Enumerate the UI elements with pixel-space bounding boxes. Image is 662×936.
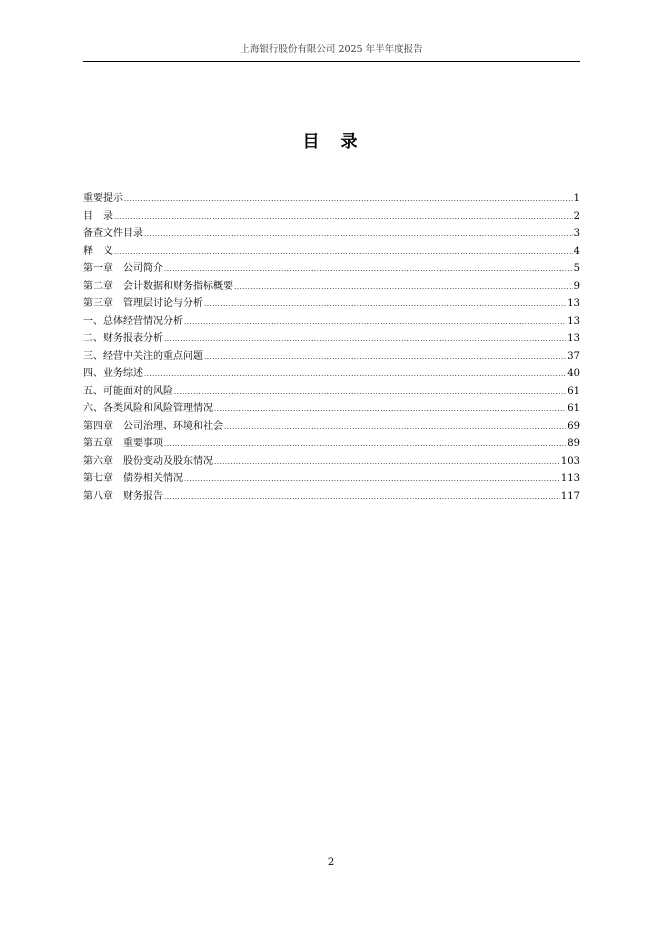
- toc-dot-leader: [164, 489, 560, 507]
- toc-entry-label: 五、可能面对的风险: [83, 385, 173, 397]
- toc-dot-leader: [164, 331, 566, 349]
- toc-entry[interactable]: [83, 365, 580, 383]
- toc-entry-label: 第一章 公司简介: [83, 263, 163, 274]
- toc-entry[interactable]: [83, 348, 580, 366]
- toc-entry-label: 三、经营中关注的重点问题: [83, 350, 203, 362]
- toc-entry-page: 113: [560, 473, 580, 484]
- toc-dot-leader: [144, 366, 566, 384]
- toc-entry-label: 六、各类风险和风险管理情况: [83, 403, 213, 414]
- toc-entry[interactable]: [83, 225, 580, 243]
- toc-dot-leader: [204, 296, 566, 314]
- toc-entry-page: 9: [573, 280, 580, 292]
- page-header: [83, 44, 580, 62]
- toc-entry-page: 13: [567, 298, 580, 309]
- toc-entry-page: 40: [567, 368, 580, 379]
- toc-dot-leader: [184, 471, 560, 489]
- toc-entry-label: 第四章 公司治理、环境和社会: [83, 420, 223, 432]
- page-number: 2: [327, 857, 335, 868]
- toc-entry[interactable]: [83, 330, 580, 348]
- toc-entry-page: 5: [573, 263, 580, 274]
- toc-entry-page: 37: [567, 350, 580, 362]
- page-header-text: 上海银行股份有限公司 2025 年半年度报告: [240, 44, 423, 55]
- toc-entry[interactable]: [83, 400, 580, 418]
- toc-entry-page: 13: [567, 315, 580, 327]
- page-title: 目 录: [302, 132, 360, 152]
- toc-entry-label: 目 录: [83, 210, 113, 222]
- toc-entry[interactable]: [83, 190, 580, 208]
- toc-entry-page: 103: [560, 455, 580, 467]
- toc-dot-leader: [214, 454, 560, 472]
- toc-entry-page: 61: [567, 403, 580, 414]
- toc-entry-label: 第八章 财务报告: [83, 490, 163, 502]
- toc-entry-page: 13: [567, 333, 580, 344]
- toc-dot-leader: [204, 349, 566, 367]
- toc-entry-label: 第二章 会计数据和财务指标概要: [83, 280, 233, 292]
- toc-entry-label: 第六章 股份变动及股东情况: [83, 455, 213, 467]
- toc-entry[interactable]: [83, 470, 580, 488]
- toc-entry[interactable]: [83, 295, 580, 313]
- toc-entry[interactable]: [83, 243, 580, 261]
- toc-entry-page: 117: [560, 490, 580, 502]
- toc-entry[interactable]: [83, 208, 580, 226]
- toc-entry-label: 二、财务报表分析: [83, 333, 163, 344]
- toc-entry-label: 一、总体经营情况分析: [83, 315, 183, 327]
- toc-entry[interactable]: [83, 488, 580, 506]
- toc-entry-label: 第五章 重要事项: [83, 438, 163, 449]
- toc-dot-leader: [124, 191, 573, 209]
- toc-dot-leader: [174, 384, 566, 402]
- toc-entry[interactable]: [83, 418, 580, 436]
- toc-dot-leader: [224, 419, 566, 437]
- toc-entry-page: 4: [573, 245, 580, 257]
- toc-dot-leader: [114, 209, 573, 227]
- toc-entry-label: 释 义: [83, 245, 113, 257]
- toc-entry[interactable]: [83, 453, 580, 471]
- toc-dot-leader: [164, 436, 566, 454]
- toc-entry[interactable]: [83, 278, 580, 296]
- toc-entry-page: 69: [567, 420, 580, 432]
- toc-dot-leader: [114, 244, 573, 262]
- toc-dot-leader: [164, 261, 573, 279]
- toc-entry[interactable]: [83, 435, 580, 453]
- toc-dot-leader: [184, 314, 566, 332]
- table-of-contents: [83, 190, 580, 505]
- toc-entry-label: 第七章 债券相关情况: [83, 473, 183, 484]
- toc-dot-leader: [214, 401, 566, 419]
- toc-entry[interactable]: [83, 313, 580, 331]
- toc-entry[interactable]: [83, 260, 580, 278]
- toc-dot-leader: [144, 226, 573, 244]
- toc-entry-label: 四、业务综述: [83, 368, 143, 379]
- toc-entry-page: 3: [573, 228, 580, 239]
- toc-entry-page: 61: [567, 385, 580, 397]
- toc-entry[interactable]: [83, 383, 580, 401]
- toc-dot-leader: [234, 279, 573, 297]
- toc-entry-label: 重要提示: [83, 193, 123, 204]
- toc-entry-label: 备查文件目录: [83, 228, 143, 239]
- toc-entry-page: 2: [573, 210, 580, 222]
- toc-entry-page: 89: [567, 438, 580, 449]
- toc-entry-page: 1: [573, 193, 580, 204]
- toc-entry-label: 第三章 管理层讨论与分析: [83, 298, 203, 309]
